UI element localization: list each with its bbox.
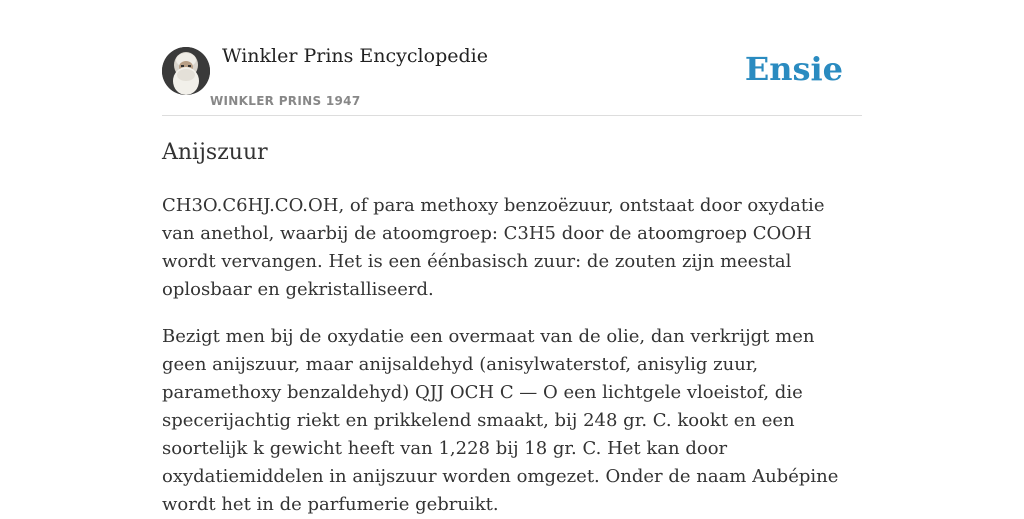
source-title[interactable]: Winkler Prins Encyclopedie [222,45,488,67]
source-avatar[interactable] [162,47,210,95]
article-card [162,0,862,515]
article-paragraph: Bezigt men bij de oxydatie een overmaat van de olie, dan verkrijgt men geen anijszuur, maar anijsaldehyd (anisylwaterstof, anisylig zuur, paramethoxy benzaldehyd) QJJ OCH C — O een lichtgele vloeistof, die specerijachtig riekt en prikkelend smaakt, bij 248 gr. C. kookt en een soortelijk k gewicht heeft van 1,228 bij 18 gr. C. Het kan door oxydatiemiddelen in anijszuur worden omgezet. Onder de naam Aubépine wordt het in de parfumerie gebruikt. [162,326,839,515]
source-subtitle: WINKLER PRINS 1947 [210,94,361,108]
source-header [162,0,862,116]
article-paragraph: CH3O.C6HJ.CO.OH, of para methoxy benzoëzuur, ontstaat door oxydatie van anethol, waarbij de atoomgroep: C3H5 door de atoomgroep COOH wordt vervangen. Het is een éénbasisch zuur: de zouten zijn meestal oplosbaar en gekristalliseerd. [162,195,825,300]
article-title: Anijszuur [162,140,268,165]
bearded-man-portrait-icon [162,47,210,95]
brand-logo[interactable]: Ensie [744,50,843,88]
